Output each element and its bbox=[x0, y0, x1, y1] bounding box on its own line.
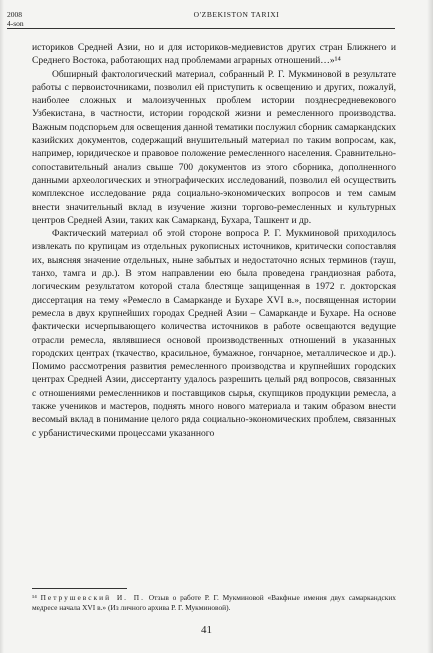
paragraph-1: историков Средней Азии, но и для историков-медиевистов других стран Ближнего и Среднего Востока, работающих над проблемами аграрных отношений…»¹⁴ bbox=[32, 42, 396, 67]
issue-year: 2008 bbox=[7, 10, 22, 19]
journal-title: O'ZBEKISTON TARIXI bbox=[193, 10, 280, 19]
page-number: 41 bbox=[201, 624, 212, 636]
footnote-author: Петрушевский И. П. bbox=[40, 593, 145, 602]
footnote-rule bbox=[32, 588, 127, 589]
footnote-text: Отзыв о работе Р. Г. Мукминовой «Вакфные имения двух самаркандских медресе начала XVI в.» (Из личного архива Р. Г. Мукминовой). bbox=[32, 593, 396, 612]
scan-left-shadow bbox=[0, 0, 4, 653]
header-rule bbox=[7, 28, 395, 29]
paragraph-3: Фактический материал об этой стороне вопроса Р. Г. Мукминовой приходилось извлекать по крупицам из отдельных рукописных источников, критически сопоставляя их, выясняя значение отдельных, ныне забытых и недостаточно ясных терминов (тауш, танхо, тамга и др.). В этом направлении ею была проведена грандиозная работа, логическим результатом которой стала блестяще защищенная в 1972 г. докторская диссертация на тему «Ремесло в Самарканде и Бухаре XVI в.», посвященная истории ремесла в двух крупнейших городах Средней Азии – Самарканде и Бухаре. На основе фактически исчерпывающего количества источников в работе освещаются ведущие отрасли ремесла, являвшиеся основой производственных отношений в указанных городских центрах (ткачество, красильное, бумажное, гончарное, металлическое и др.). Помимо рассмотрения развития ремесленного производства и крупнейших городских центрах Средней Азии, диссертанту удалось разрешить целый ряд вопросов, связанных с отношениями ремесленников и поставщиков сырья, скупщиков продукции ремесла, а также учеников и мастеров, поднять много нового материала и таким образом внести весомый вклад в понимание целого ряда социально-экономических проблем, связанных с урбанистическими процессами указанного bbox=[32, 228, 396, 439]
footnote bbox=[32, 593, 396, 613]
issue-number: 4-son bbox=[7, 19, 24, 28]
paragraph-2: Обширный фактологический материал, собранный Р. Г. Мукминовой в результате работы с первоисточниками, позволил ей приступить к освещению и других, пожалуй, наиболее сложных и малоизученных проблем истории позднесредневекового Узбекистана, в частности, истории городской жизни и ремесленного производства. Важным подспорьем для освещения данной тематики послужил сборник самаркандских казийских документов, содержащий внушительный материал по таким вопросам, как, например, юридическое и правовое положение ремесленного населения. Сравнительно-сопоставительный анализ свыше 700 документов из этого сборника, дополненного данными археологических и этнографических исследований, позволил ей осуществить комплексное исследование ряда социально-экономических вопросов и тем самым внести значительный вклад в изучение жизни торгово-ремесленных и культурных центров Средней Азии, таких как Самарканд, Бухара, Ташкент и др. bbox=[32, 68, 396, 226]
article-body bbox=[32, 41, 396, 440]
footnote-number: ¹⁴ bbox=[32, 593, 37, 602]
scan-right-shadow bbox=[427, 0, 433, 653]
